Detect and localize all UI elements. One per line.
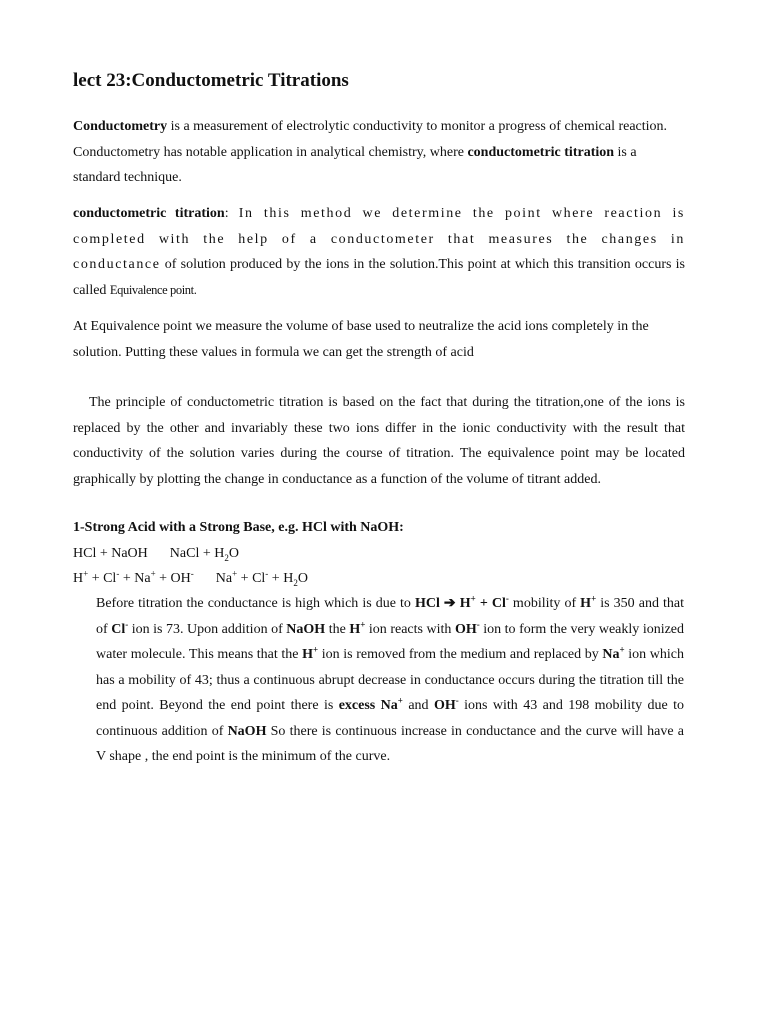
superscript: - bbox=[455, 695, 459, 706]
superscript: + bbox=[397, 695, 403, 706]
paragraph-text: So there is continuous increase in conductance and the curve will have a V shape , the end point is the minimum of the curve. bbox=[96, 723, 684, 764]
superscript: + bbox=[360, 618, 366, 629]
superscript: + bbox=[150, 568, 156, 579]
paragraph-text: ion reacts with bbox=[365, 621, 455, 637]
equation-products: O bbox=[228, 546, 239, 561]
paragraph-text: of solution produced by the ions in the solution.This point at which this transition occurs is called bbox=[73, 257, 685, 298]
equation-molecular bbox=[73, 541, 685, 567]
paragraph-conductometry bbox=[73, 114, 685, 191]
water: + H bbox=[268, 571, 294, 586]
paragraph-text: ions with 43 and 198 mobility due to continuous addition of bbox=[96, 698, 684, 739]
ion-na: Na bbox=[215, 571, 233, 586]
formula-h: H bbox=[302, 647, 314, 662]
paragraph-text: is a measurement of electrolytic conductivity to monitor a progress of chemical reaction. Conductometry has notable application in analytical chemistry, where bbox=[73, 119, 668, 160]
ion-oh: + OH bbox=[155, 571, 191, 586]
paragraph-text: and bbox=[402, 698, 434, 713]
formula-cl: Cl bbox=[111, 621, 126, 637]
ion-na: + Na bbox=[119, 571, 151, 586]
term-conductometry: Conductometry bbox=[73, 119, 168, 134]
superscript: - bbox=[265, 568, 269, 579]
formula-cl: Cl bbox=[491, 596, 506, 611]
ion-h: H bbox=[73, 571, 84, 586]
formula-h: H bbox=[459, 596, 471, 611]
paragraph-text: ion which has a mobility of 43; thus a continuous abrupt decrease in conductance occurs during the titration till the end point. Beyond the end point there is bbox=[96, 647, 684, 713]
superscript: + bbox=[470, 593, 476, 604]
superscript: + bbox=[591, 593, 597, 604]
paragraph-text: ion to form the very weakly ionized water molecule. This means that the bbox=[96, 621, 685, 662]
paragraph-text: ion is 73. Upon addition of bbox=[128, 621, 287, 637]
term-conductometric-titration: conductometric titration bbox=[73, 206, 225, 221]
paragraph-text: Before titration the conductance is high which is due to bbox=[96, 596, 415, 611]
arrow-icon: ➔ bbox=[439, 596, 460, 611]
formula-h: H bbox=[580, 596, 592, 611]
ion-cl: + Cl bbox=[88, 571, 117, 586]
paragraph-text: mobility of bbox=[508, 596, 581, 611]
paragraph-text: is a standard technique. bbox=[73, 144, 637, 185]
plus-sign: + bbox=[475, 596, 492, 611]
formula-naoh: NaOH bbox=[286, 621, 326, 637]
paragraph-method bbox=[73, 201, 685, 303]
superscript: + bbox=[619, 644, 625, 655]
colon: : bbox=[224, 206, 229, 221]
equation-ionic bbox=[73, 566, 685, 592]
formula-naoh: NaOH bbox=[227, 723, 267, 739]
formula-oh: OH bbox=[433, 698, 456, 713]
paragraph-text: the bbox=[325, 621, 350, 637]
term-conductometric-titration: conductometric titration bbox=[467, 144, 615, 160]
superscript: - bbox=[116, 568, 120, 579]
water: O bbox=[297, 571, 308, 586]
subscript: 2 bbox=[293, 577, 298, 588]
superscript: + bbox=[232, 568, 238, 579]
paragraph-text-spaced: In this method we determine the point where reaction is completed with the help of a conductometer that measures the changes in conductance bbox=[73, 206, 685, 272]
superscript: - bbox=[476, 618, 480, 629]
superscript: - bbox=[505, 593, 509, 604]
paragraph-text: ion is removed from the medium and replaced by bbox=[318, 647, 603, 662]
paragraph-principle: The principle of conductometric titration is based on the fact that during the titration,one of the ions is replaced by the other and invariably these two ions differ in the ionic conductivity with the result that conductivity of the solution varies during the course of titration. The equivalence point may be located graphically by plotting the change in conductance as a function of the volume of titrant added. bbox=[73, 395, 685, 487]
paragraph-text: is 350 and that of bbox=[96, 596, 684, 637]
paragraph-explanation bbox=[96, 591, 684, 770]
equation-reactants: HCl + NaOH bbox=[73, 546, 148, 561]
equivalence-point-term: Equivalence point. bbox=[109, 282, 197, 297]
superscript: + bbox=[83, 568, 89, 579]
term-excess: excess bbox=[338, 698, 376, 713]
formula-oh: OH bbox=[454, 621, 477, 637]
paragraph-equivalence: At Equivalence point we measure the volume of base used to neutralize the acid ions completely in the solution. Putting these values in formula we can get the strength of acid bbox=[73, 319, 649, 360]
ion-cl: + Cl bbox=[237, 571, 266, 586]
formula-na: Na bbox=[380, 698, 398, 713]
formula-h: H bbox=[349, 621, 361, 637]
superscript: + bbox=[313, 644, 319, 655]
equation-products: NaCl + H bbox=[169, 546, 225, 561]
superscript: - bbox=[125, 618, 129, 629]
formula-na: Na bbox=[602, 647, 620, 662]
subscript: 2 bbox=[224, 552, 229, 563]
section-heading: 1-Strong Acid with a Strong Base, e.g. HCl with NaOH: bbox=[73, 520, 404, 535]
formula-hcl: HCl bbox=[414, 596, 440, 611]
page-title: lect 23:Conductometric Titrations bbox=[73, 70, 349, 91]
superscript: - bbox=[190, 568, 194, 579]
